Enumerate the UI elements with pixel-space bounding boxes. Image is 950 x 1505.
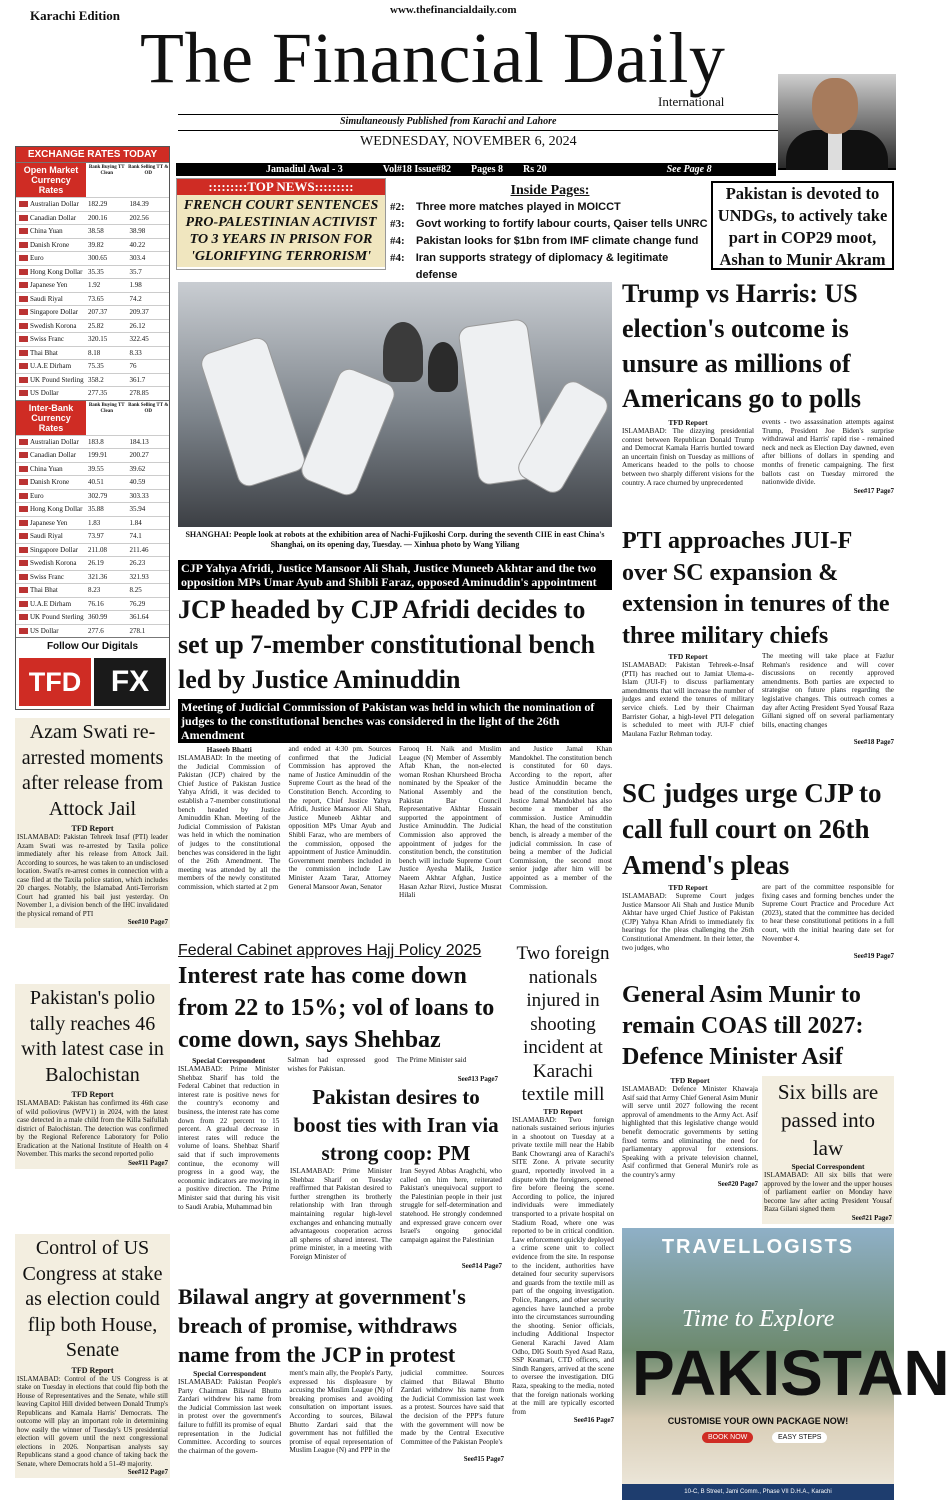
sell-rate: 74.2 xyxy=(129,294,142,303)
currency-name: Swedish Korona xyxy=(30,321,77,330)
currency-name: Thai Bhat xyxy=(30,348,58,357)
flag-icon xyxy=(19,309,28,315)
rate-row xyxy=(16,489,169,503)
sell-rate: 202.56 xyxy=(129,213,149,222)
buy-rate: 35.35 xyxy=(88,267,104,276)
hajj-headline[interactable]: Federal Cabinet approves Hajj Policy 2025 xyxy=(178,942,482,959)
rate-row xyxy=(16,502,169,516)
body-col-3: judicial committee. Sources claimed that Bilawal Bhutto Zardari withdrew his name from the Judicial Commission last week as a protest. Sources have said that the decision of the PPP's future with the government will now be made by the Central Executive Committee of the Pakistan People's xyxy=(400,1369,504,1446)
item-title: Pakistan looks for $1bn from IMF climate change fund xyxy=(416,235,699,247)
buy-rate: 360.99 xyxy=(88,613,108,622)
flag-icon xyxy=(19,547,28,553)
currency-name: UK Pound Sterling xyxy=(30,613,84,622)
flag-icon xyxy=(19,628,28,634)
exchange-title: EXCHANGE RATES TODAY xyxy=(16,147,169,162)
flag-icon xyxy=(19,439,28,445)
story-bilawal xyxy=(178,1282,504,1463)
buy-rate: 199.91 xyxy=(88,451,108,460)
ad-footer: 10-C, B Street, Jami Comm., Phase VII D.H.A., Karachi xyxy=(622,1484,894,1500)
page-number: #4: xyxy=(390,235,405,247)
buy-rate: 35.88 xyxy=(88,505,104,514)
buy-rate: 277.35 xyxy=(88,389,108,398)
interest-headline[interactable]: Interest rate has come down from 22 to 15%; vol of loans to come down, says Shehbaz xyxy=(178,963,495,1053)
currency-name: Singapore Dollar xyxy=(30,545,79,554)
open-market-title: Open Market Currency Rates xyxy=(16,163,86,197)
sell-rate: 184.13 xyxy=(129,437,149,446)
pti-headline[interactable]: PTI approaches JUI-F over SC expansion & extension in tenures of the three military chiefs xyxy=(622,528,890,649)
body-col-4: and Justice Jamal Khan Mandokhel. The constitution bench is constituted for 60 days. According to the report, after Justice Aminuddin became the head of the constitution bench, Justice Jamal Mandokhel has also become a member of the commission. Justice Aminuddin Khan, the head of the constitution bench, is already a member of the judicial commission. In case of being a member of the Judicial Commission, the second most senior judge after him will be appointed as a member of the Commission. xyxy=(509,745,612,891)
flag-icon xyxy=(19,587,28,593)
inside-pages-box xyxy=(390,183,710,284)
reporter: Haseeb Bhatti xyxy=(206,745,252,754)
body-col-1: ISLAMABAD: Supreme Court judges Justice Mansoor Ali Shah and Justice Munib Akhtar have urged Chief Justice of Pakistan (CJP) Yahya Khan Afridi to immediately fix hearings for the pleas challenging the 26th Constitutional Amendment. In their letter, the two judges, who xyxy=(622,892,754,952)
currency-name: Singapore Dollar xyxy=(30,308,79,317)
inside-page-item[interactable] xyxy=(390,233,710,250)
website-url[interactable]: www.thefinancialdaily.com xyxy=(390,4,517,16)
story-azam-swati xyxy=(15,718,170,928)
easy-steps-label: EASY STEPS xyxy=(772,1432,827,1443)
body-text: ISLAMABAD: Two foreign nationals sustained serious injuries in a shootout on Tuesday at a private textile mill near the Habib Bank Chowrangi area of Karachi's SITE Zone. A private security guard, reportedly involved in a dispute with the foreigners, opened fire before fleeing the scene. According to police, the injured individuals were immediately transported to a private hospital on Stadium Road, where one was reported to be in critical condition. Law enforcement quickly deployed a crime scene unit to collect evidence from the site. In response to the incident, authorities have detained four security supervisors and guards from the textile mill as part of the ongoing investigation. Police, Rangers, and other security agencies have launched a probe into the circumstances surrounding the shooting. Senior officials, including Additional Inspector General Karachi Javed Alam Odho, DIG South Syed Asad Raza, SSP Keamari, CTD officers, and Sindh Rangers, arrived at the scene to oversee the investigation. DIG Raza, speaking to the media, noted that the foreign nationals working at the mill are typically escorted from xyxy=(512,1115,614,1416)
rate-row xyxy=(16,346,169,360)
sell-rate: 361.7 xyxy=(129,375,146,384)
ad-pakistan: PAKISTAN xyxy=(632,1337,950,1409)
story-iran xyxy=(290,1083,502,1270)
col-buying: Bank Buying TT Clean xyxy=(88,165,125,176)
headline[interactable]: Azam Swati re-arrested moments after release from Attock Jail xyxy=(21,721,164,820)
bills-headline[interactable]: Six bills are passed into law xyxy=(777,1080,879,1160)
rate-row xyxy=(16,516,169,530)
currency-name: Australian Dollar xyxy=(30,437,79,446)
sell-rate: 8.33 xyxy=(129,348,142,357)
iran-headline[interactable]: Pakistan desires to boost ties with Iran via strong coop: PM xyxy=(293,1085,499,1165)
masthead-rule-2 xyxy=(178,130,778,131)
continued-link[interactable]: See#10 Page7 xyxy=(127,918,168,926)
edition-label: Karachi Edition xyxy=(30,8,120,23)
body-col-2: are part of the committee responsible for fixing cases and forming benches under the Supreme Court Practice and Procedure Act (2023), stated that the committee has decided to hear these constitutional petitions in a full court, with the initial hearing date set for November 4. xyxy=(762,883,894,943)
headline[interactable]: Control of US Congress at stake as election could flip both House, Senate xyxy=(22,1237,163,1361)
rate-row xyxy=(16,386,169,400)
buy-rate: 39.55 xyxy=(88,464,104,473)
continued-link[interactable]: See#15 Page7 xyxy=(463,1455,504,1464)
rate-row xyxy=(16,359,169,373)
flag-icon xyxy=(19,506,28,512)
interbank-table xyxy=(16,435,169,638)
flag-icon xyxy=(19,390,28,396)
page-number: #4: xyxy=(390,252,405,264)
currency-name: Euro xyxy=(30,254,44,263)
rate-row xyxy=(16,224,169,238)
continued-link[interactable]: See#14 Page7 xyxy=(461,1261,502,1270)
rate-row xyxy=(16,251,169,265)
flag-icon xyxy=(19,614,28,620)
body-text: ISLAMABAD: Control of the US Congress is at stake on Tuesday in elections that could flip both the House of Representatives and the Senate, while still leaving Capitol Hill divided between Donald Trump's Republicans and Kamala Harris' Democrats. The outcome will play an important role in determining how easily the winner of Tuesday's US presidential election will govern until the next congressional elections in 2026. Nonpartisan analysts say Republicans stand a good chance of taking back the Senate, where Democrats hold a 51-49 majority. xyxy=(17,1374,168,1468)
robots-exhibition-photo xyxy=(178,282,612,527)
rate-row xyxy=(16,448,169,462)
travellogists-advertisement[interactable] xyxy=(622,1228,950,1500)
currency-name: Japanese Yen xyxy=(30,281,68,290)
flag-icon xyxy=(19,336,28,342)
rate-row xyxy=(16,265,169,279)
continued-link[interactable]: See#18 Page7 xyxy=(853,738,894,747)
rate-row xyxy=(16,292,169,306)
sell-rate: 8.25 xyxy=(129,586,142,595)
top-news-box xyxy=(176,178,386,270)
reporter: Special Correspondent xyxy=(193,1369,267,1378)
flag-icon xyxy=(19,282,28,288)
flag-icon xyxy=(19,296,28,302)
hijri-date: Jamadiul Awal - 3 xyxy=(266,164,343,175)
buy-rate: 211.08 xyxy=(88,545,107,554)
sell-rate: 303.4 xyxy=(129,254,146,263)
newspaper-title: The Financial Daily xyxy=(140,18,726,98)
body-col-2: events - two assassination attempts against Trump, President Joe Biden's surprise withdrawal and Harris' rapid rise - remained neck and neck as Election Day dawned, even after billions of dollars in spending and months of frenetic campaigning. The first ballots cast on Tuesday mirrored the nationwide divide. xyxy=(762,418,894,487)
currency-name: Swedish Korona xyxy=(30,559,77,568)
currency-name: US Dollar xyxy=(30,389,59,398)
reporter: TFD Report xyxy=(668,652,708,661)
tagline: Simultaneously Published from Karachi and Lahore xyxy=(340,116,557,127)
col-buying-2: Bank Buying TT Clean xyxy=(88,402,125,414)
follow-digitals-label: Follow Our Digitals xyxy=(16,637,169,655)
sell-rate: 26.23 xyxy=(129,559,146,568)
col-selling: Bank Selling TT & OD xyxy=(128,165,169,176)
sell-rate: 74.1 xyxy=(129,532,142,541)
flag-icon xyxy=(19,363,28,369)
flag-icon xyxy=(19,255,28,261)
flag-icon xyxy=(19,201,28,207)
sell-rate: 184.39 xyxy=(129,200,149,209)
inside-pages-title: Inside Pages: xyxy=(510,183,590,198)
flag-icon xyxy=(19,350,28,356)
currency-name: Saudi Riyal xyxy=(30,294,63,303)
body-col-1: ISLAMABAD: Prime Minister Shehbaz Sharif has told the Federal Cabinet that reduction in interest rate is positive news for the country's economy and business, the interest rate has come down from 22 percent to 15 percent. A gradual decrease in interest rates will reduce the volume of loans. Shehbaz Sharif said that if such improvements continue, the economy will progress in a good way, the economic indicators are moving in a positive direction. The Prime Minister said that during his visit to Saudi Arabia, Muhammad bin xyxy=(178,1065,280,1211)
buy-rate: 75.35 xyxy=(88,362,104,371)
portrait-photo xyxy=(778,74,896,170)
buy-rate: 358.2 xyxy=(88,375,104,384)
sell-rate: 322.45 xyxy=(129,335,149,344)
reporter: Special Correspondent xyxy=(791,1162,865,1171)
flag-icon xyxy=(19,377,28,383)
body-col-2: Iran Seyyed Abbas Araghchi, who called on him here, reiterated Pakistan's unequivocal support to the Palestinian people in their just struggle for self-determination and statehood. He strongly condemned and expressed grave concern over Israel's ongoing genocidal campaign against the Palestinian xyxy=(400,1167,502,1244)
bilawal-headline[interactable]: Bilawal angry at government's breach of promise, withdraws name from the JCP in protest xyxy=(178,1284,466,1367)
body-text: ISLAMABAD: Pakistan Tehreek Insaf (PTI) leader Azam Swati was re-arrested by Taxila police immediately after his release from Attock Jail. According to sources, he was taken to an undisclosed location. Swati's re-arrest comes in connection with a case filed at the Taxila police station, which includes 20 charges. Notably, the Islamabad Anti-Terrorism Court had granted his bail just yesterday. On November 1, a division bench of the IHC invalidated the physical remand of PTI xyxy=(17,833,168,918)
currency-name: Euro xyxy=(30,491,44,500)
body-col-2: The meeting will take place at Fazlur Rehman's residence and will cover discussions on recently approved amendments. Both parties are expected to strategise on future plans regarding the legislative changes. This outreach comes a day after Acting President Syed Yousaf Raza Gillani signed off on several parliamentary bills, enacting changes xyxy=(762,652,894,729)
sell-rate: 39.62 xyxy=(129,464,146,473)
continued-link[interactable]: See#21 Page7 xyxy=(851,1213,892,1222)
currency-name: Japanese Yen xyxy=(30,518,68,527)
pakistan-undg-box[interactable]: Pakistan is devoted to UNDGs, to actively take part in COP29 moot, Ashan to Munir Akram xyxy=(711,181,894,270)
open-market-table xyxy=(16,197,169,400)
sell-rate: 35.7 xyxy=(129,267,142,276)
story-polio xyxy=(15,984,170,1169)
buy-rate: 321.36 xyxy=(88,572,108,581)
currency-name: US Dollar xyxy=(30,626,59,635)
flag-icon xyxy=(19,520,28,526)
buy-rate: 38.58 xyxy=(88,227,104,236)
body-col-2: Salman had expressed good wishes for Pakistan. xyxy=(287,1056,389,1073)
buy-rate: 76.16 xyxy=(88,599,104,608)
item-title: Iran supports strategy of diplomacy & legitimate defense xyxy=(415,252,669,281)
masthead-rule xyxy=(178,114,778,115)
cjp-opposition-bar: CJP Yahya Afridi, Justice Mansoor Ali Shah, Justice Muneeb Akhtar and the two opposition MPs Umar Ayub and Shibli Faraz, opposed Aminuddin's appointment xyxy=(178,560,612,590)
interest-continued xyxy=(400,1075,498,1083)
continued-link[interactable]: See#20 Page7 xyxy=(717,1179,758,1188)
page-number: #3: xyxy=(390,218,405,230)
buy-rate: 302.79 xyxy=(88,491,108,500)
flag-icon xyxy=(19,560,28,566)
sell-rate: 1.84 xyxy=(129,518,142,527)
ad-cta-text: CUSTOMISE YOUR OWN PACKAGE NOW! xyxy=(667,1416,849,1426)
currency-name: Thai Bhat xyxy=(30,586,58,595)
interbank-title: Inter-Bank Currency Rates xyxy=(16,401,86,435)
continued-link[interactable]: See#16 Page7 xyxy=(573,1416,614,1425)
buy-rate: 26.19 xyxy=(88,559,104,568)
currency-name: Hong Kong Dollar xyxy=(30,267,83,276)
flag-icon xyxy=(19,323,28,329)
continued-link[interactable]: See#12 Page7 xyxy=(127,1468,168,1476)
buy-rate: 277.6 xyxy=(88,626,104,635)
photo-caption: SHANGHAI: People look at robots at the exhibition area of Nachi-Fujikoshi Corp. during the seventh CIIE in east China's Shanghai, on its opening day, Tuesday. — Xinhua photo by Wang Yiliang xyxy=(185,530,605,549)
rate-row xyxy=(16,278,169,292)
body-text: ISLAMABAD: Pakistan has confirmed its 46th case of wild poliovirus (WPV1) in 2024, with the latest case detected in a male child from the Killa Saifullah district of Balochistan. The detection was confirmed by the Regional Reference Laboratory for Polio Eradication at the National Institute of Health on 4 November. This marks the second reported polio xyxy=(17,1099,168,1158)
body-col-1: ISLAMABAD: Prime Minister Shehbaz Sharif on Tuesday reaffirmed that Pakistan desired to further strengthen its brotherly relationship with Iran through maintaining regular high-level exchanges and enhancing mutually advantageous cooperation across all spheres of shared interest. The prime minister, in a meeting with Foreign Minister of xyxy=(290,1167,392,1261)
sell-rate: 26.12 xyxy=(129,321,146,330)
sell-rate: 40.22 xyxy=(129,240,146,249)
currency-name: Swiss Franc xyxy=(30,335,65,344)
jcp-subhead-bar: Meeting of Judicial Commission of Pakistan was held in which the nomination of judges to the constitutional benches was considered in the light of the 26th Amendment xyxy=(178,699,612,743)
newspaper-subtitle: International xyxy=(658,94,725,109)
top-news-text[interactable]: FRENCH COURT SENTENCES PRO-PALESTINIAN ACTIVIST TO 3 YEARS IN PRISON FOR 'GLORIFYING TERRORISM' xyxy=(177,195,385,267)
story-jcp xyxy=(178,560,612,900)
rate-row xyxy=(16,475,169,489)
body-text: ISLAMABAD: All six bills that were approved by the lower and the upper houses of parliament earlier on Monday have become law after acting President Yousaf Raza Gilani signed them xyxy=(764,1171,892,1214)
body-col-1: ISLAMABAD: Pakistan Tehreek-e-Insaf (PTI) has reached out to Jamiat Ulema-e-Islam (JUI-F) to discuss parliamentary amendments that will increase the number of judges and extend the tenures of military service chiefs. Led by their Chairman Barrister Gohar, a high-level PTI delegation is scheduled to meet with JUI-F chief Maulana Fazlur Rehman today. xyxy=(622,661,754,738)
issue-date: WEDNESDAY, NOVEMBER 6, 2024 xyxy=(360,134,577,149)
sell-rate: 211.46 xyxy=(129,545,149,554)
rate-row xyxy=(16,211,169,225)
flag-icon xyxy=(19,479,28,485)
rate-row xyxy=(16,583,169,597)
rate-row xyxy=(16,597,169,611)
top-news-header: :::::::::TOP NEWS::::::::: xyxy=(177,179,385,195)
currency-name: Swiss Franc xyxy=(30,572,65,581)
flag-icon xyxy=(19,242,28,248)
sell-rate: 303.33 xyxy=(129,491,149,500)
buy-rate: 320.15 xyxy=(88,335,108,344)
flag-icon xyxy=(19,466,28,472)
rate-row xyxy=(16,529,169,543)
currency-name: U.A.E Dirham xyxy=(30,362,72,371)
buy-rate: 25.82 xyxy=(88,321,104,330)
trump-headline[interactable]: Trump vs Harris: US election's outcome is unsure as millions of Americans go to polls xyxy=(622,279,862,413)
page-count: Pages 8 xyxy=(471,164,503,175)
currency-name: China Yuan xyxy=(30,464,63,473)
issue-info-bar xyxy=(176,163,776,176)
buy-rate: 40.51 xyxy=(88,478,104,487)
buy-rate: 39.82 xyxy=(88,240,104,249)
flag-icon xyxy=(19,493,28,499)
flag-icon xyxy=(19,601,28,607)
reporter: TFD Report xyxy=(668,418,708,427)
sell-rate: 40.59 xyxy=(129,478,146,487)
flag-icon xyxy=(19,574,28,580)
rate-row xyxy=(16,543,169,557)
body-col-1: ISLAMABAD: Pakistan People's Party Chairman Bilawal Bhutto Zardari withdrew his name from the Judicial Commission last week in protest over the government's failure to fulfill its promise of equal representation in the Judicial Committee. According to sources the chairman of the govern- xyxy=(178,1378,282,1455)
rate-row xyxy=(16,624,169,638)
rate-row xyxy=(16,373,169,387)
sell-rate: 76 xyxy=(129,362,137,371)
sell-rate: 278.1 xyxy=(129,626,146,635)
story-us-congress xyxy=(15,1234,170,1478)
rate-row xyxy=(16,462,169,476)
rate-row xyxy=(16,238,169,252)
item-title: Govt working to fortify labour courts, Qaiser tells UNRC xyxy=(416,218,708,230)
shooting-headline[interactable]: Two foreign nationals injured in shooting incident at Karachi textile mill xyxy=(516,943,610,1105)
see-page: See Page 8 xyxy=(666,164,712,175)
flag-icon xyxy=(19,269,28,275)
reporter: TFD Report xyxy=(543,1106,583,1116)
reporter: TFD Report xyxy=(668,883,708,892)
story-six-bills xyxy=(762,1076,894,1224)
currency-name: Australian Dollar xyxy=(30,200,79,209)
sell-rate: 200.27 xyxy=(129,451,149,460)
story-karachi-shooting xyxy=(512,942,614,1424)
headline[interactable]: Pakistan's polio tally reaches 46 with latest case in Balochistan xyxy=(21,987,164,1086)
buy-rate: 73.97 xyxy=(88,532,104,541)
buy-rate: 8.18 xyxy=(88,348,101,357)
reporter: TFD Report xyxy=(71,824,114,833)
body-col-1: ISLAMABAD: In the meeting of the Judicial Commission of Pakistan (JCP) chaired by the Chief Justice of Pakistan Justice Yahya Afridi, it was decided to establish a 7-member constitutional bench headed by Justice Aminuddin Khan. Meeting of the Judicial Commission of Pakistan was held in which the nomination of judges to the constitutional benches was considered in the light of the 26th Amendment. The meeting was attended by all the members of the newly constituted commission, which started at 2 pm xyxy=(178,754,281,891)
sell-rate: 1.98 xyxy=(129,281,142,290)
flag-icon xyxy=(19,533,28,539)
rate-row xyxy=(16,305,169,319)
buy-rate: 8.23 xyxy=(88,586,101,595)
rate-row xyxy=(16,435,169,449)
buy-rate: 300.65 xyxy=(88,254,108,263)
rate-row xyxy=(16,610,169,624)
currency-name: Canadian Dollar xyxy=(30,451,77,460)
jcp-headline[interactable]: JCP headed by CJP Afridi decides to set up 7-member constitutional bench led by Justice Aminuddin xyxy=(178,595,595,694)
reporter: TFD Report xyxy=(71,1090,114,1099)
buy-rate: 1.92 xyxy=(88,281,101,290)
rate-row xyxy=(16,197,169,211)
item-title: Three more matches played in MOICCT xyxy=(416,201,621,213)
currency-name: China Yuan xyxy=(30,227,63,236)
body-col-2: ment's main ally, the People's Party, expressed his displeasure by accusing the Muslim League (N) of breaking promises and avoiding consultation on important issues. According to sources, Bilawal Bhutto Zardari said that the government has not fulfilled the promise of equal representation of Muslim League (N) and PPP in the xyxy=(289,1369,393,1455)
sell-rate: 361.64 xyxy=(129,613,149,622)
exchange-rates-panel xyxy=(15,146,170,710)
flag-icon xyxy=(19,228,28,234)
continued-link[interactable]: See#17 Page7 xyxy=(853,487,894,496)
rate-row xyxy=(16,556,169,570)
currency-name: Canadian Dollar xyxy=(30,213,77,222)
asim-headline[interactable]: General Asim Munir to remain COAS till 2027: Defence Minister Asif xyxy=(622,982,864,1070)
flag-icon xyxy=(19,452,28,458)
sc-headline[interactable]: SC judges urge CJP to call full court on 26th Amend's pleas xyxy=(622,778,882,880)
price: Rs 20 xyxy=(523,164,547,175)
tfd-logo[interactable]: TFD xyxy=(19,658,91,706)
buy-rate: 183.8 xyxy=(88,437,104,446)
currency-name: UK Pound Sterling xyxy=(30,375,84,384)
body-col-1: ISLAMABAD: The dizzying presidential contest between Republican Donald Trump and Democrat Kamala Harris hurtled toward an uncertain finish on Tuesday as millions of Americans headed to the polls to choose between two sharply different visions for the country. A race churned by unprecedented xyxy=(622,427,754,487)
ad-brand: TRAVELLOGISTS xyxy=(661,1236,855,1258)
reporter: TFD Report xyxy=(71,1365,114,1375)
story-pti xyxy=(622,526,894,746)
ad-tagline: Time to Explore xyxy=(682,1306,835,1332)
body-text: ISLAMABAD: Defence Minister Khawaja Asif said that Army Chief General Asim Munir will serve until 2027 following the recent approval of amendments to the Army Act. Asif highlighted that this legislative change would benefit democratic governments by setting fixed terms and eliminating the need for parliamentary approval for extensions. Speaking with a private television channel, Asif confirmed that General Munir's role as the country's army xyxy=(622,1085,758,1179)
sell-rate: 38.98 xyxy=(129,227,146,236)
body-col-3: Farooq H. Naik and Muslim League (N) Member of Assembly Aftab Khan, the non-elected woman Roshan Khursheed Brocha nominated by the Speaker of the National Assembly and the Pakistan Bar Council Representative Akhtar Hussain supported the appointment of Justice Aminuddin. The Judicial Commission also approved the appointment of judges for the constitution bench, the constitution bench will include Supreme Court Justice Ayesha Malik, Justice Naeem Akhtar Afghan, Justice Hasan Azhar Rizvi, Justice Musrat Hilali xyxy=(399,745,502,900)
inside-page-item[interactable] xyxy=(390,199,710,216)
continued-link[interactable]: See#11 Page7 xyxy=(128,1158,168,1167)
buy-rate: 73.65 xyxy=(88,294,104,303)
sell-rate: 35.94 xyxy=(129,505,146,514)
currency-name: Hong Kong Dollar xyxy=(30,505,83,514)
flag-icon xyxy=(19,215,28,221)
currency-name: Danish Krone xyxy=(30,240,70,249)
buy-rate: 200.16 xyxy=(88,213,108,222)
story-asim-munir xyxy=(622,980,894,1073)
buy-rate: 207.37 xyxy=(88,308,108,317)
volume-issue: Vol#18 Issue#82 xyxy=(382,164,452,175)
buy-rate: 182.29 xyxy=(88,200,108,209)
rate-row xyxy=(16,332,169,346)
story-sc-judges xyxy=(622,775,894,960)
currency-name: Saudi Riyal xyxy=(30,532,63,541)
fx-logo[interactable]: FX xyxy=(94,658,166,706)
continued-link[interactable]: See#19 Page7 xyxy=(853,952,894,961)
page-number: #2: xyxy=(390,201,405,213)
body-col-3: The Prime Minister said xyxy=(396,1056,467,1064)
sell-rate: 76.29 xyxy=(129,599,146,608)
story-trump-harris xyxy=(622,276,894,495)
buy-rate: 1.83 xyxy=(88,518,101,527)
reporter: Special Correspondent xyxy=(192,1056,266,1065)
continued-link[interactable]: See#13 Page7 xyxy=(457,1075,498,1083)
currency-name: Danish Krone xyxy=(30,478,70,487)
asim-body xyxy=(622,1076,758,1188)
body-col-2: and ended at 4:30 pm. Sources confirmed that the Judicial Commission has approved the name of Justice Aminuddin of the Supreme Court as the head of the Constitution Bench. According to the report, Chief Justice Yahya Afridi, Justice Mansoor Ali Shah, Justice Muneeb Akhtar and opposition MPs Umar Ayub and Shibli Faraz, who are members of the commission, opposed the appointment of Justice Aminuddin. Government members included in the commission include Law Minister Azam Tarar, Attorney General Mansoor Awan, Senator xyxy=(288,745,391,891)
rate-row xyxy=(16,570,169,584)
book-now-button[interactable]: BOOK NOW xyxy=(702,1432,753,1443)
sell-rate: 321.93 xyxy=(129,572,149,581)
reporter: TFD Report xyxy=(670,1076,710,1085)
currency-name: U.A.E Dirham xyxy=(30,599,72,608)
col-selling-2: Bank Selling TT & OD xyxy=(128,402,169,414)
sell-rate: 278.85 xyxy=(129,389,149,398)
sell-rate: 209.37 xyxy=(129,308,149,317)
rate-row xyxy=(16,319,169,333)
inside-page-item[interactable] xyxy=(390,216,710,233)
